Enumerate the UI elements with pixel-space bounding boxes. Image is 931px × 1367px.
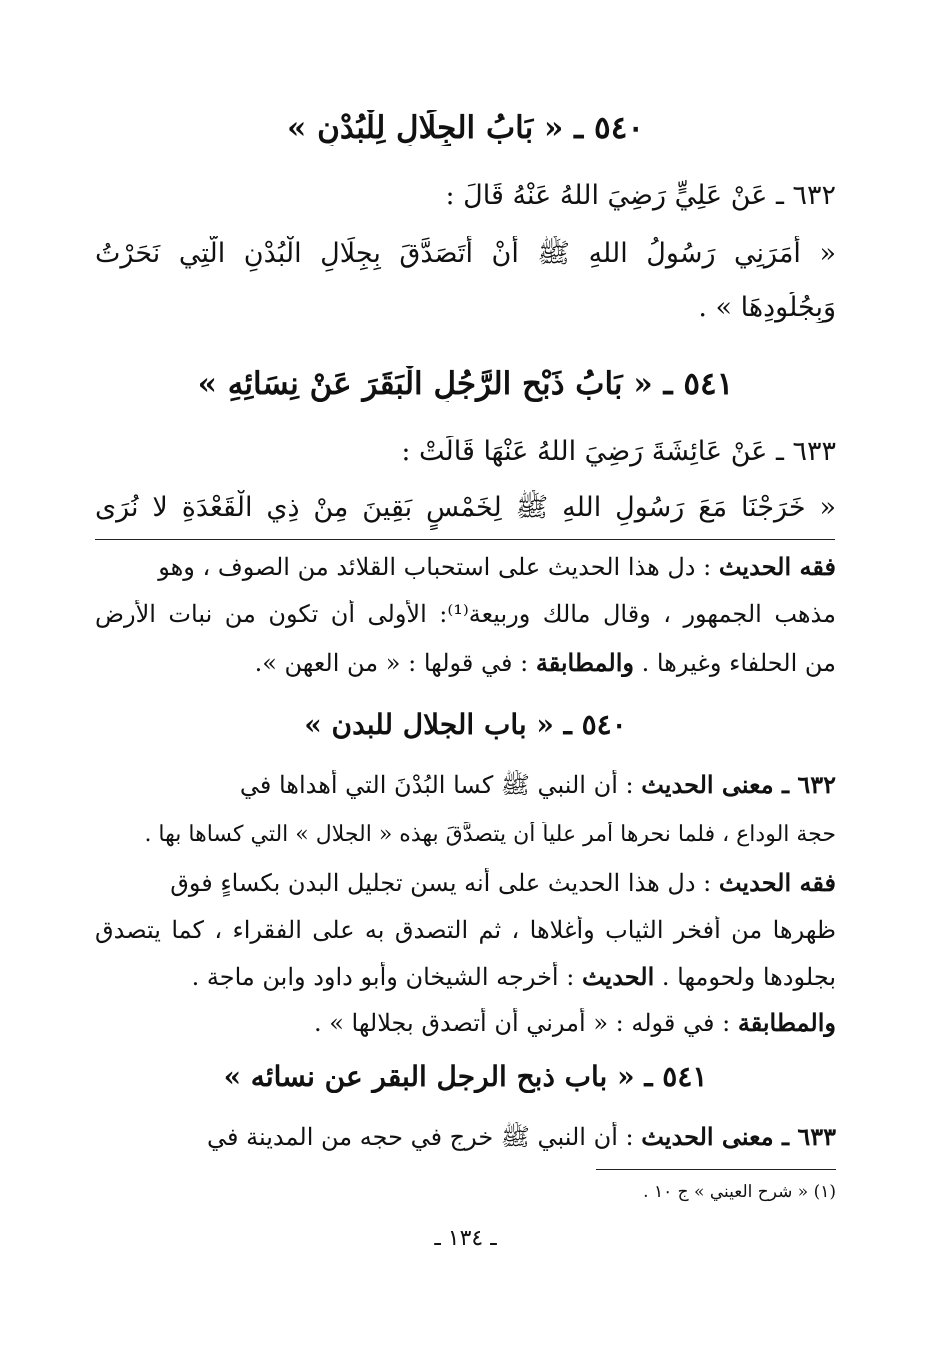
footnote: (١) « شرح العيني » ج ١٠ . [643, 1182, 836, 1202]
meaning-label: ٦٣٢ ـ معنى الحديث [641, 770, 836, 799]
commentary-text: : أخرجه الشيخان وأبو داود وابن ماجة . [191, 963, 582, 991]
commentary-text: بجلودها ولحومها . [654, 963, 836, 991]
hadith-632-text-line: وَبِجُلُودِهَا » . [698, 292, 836, 323]
footnote-separator [596, 1169, 836, 1170]
section-separator [95, 539, 835, 540]
commentary-632-line [95, 770, 836, 805]
commentary-text: : دل هذا الحديث على استحباب القلائد من الصوف ، وهو [158, 553, 719, 581]
fiqh-line: ظهرها من أفخر الثياب وأغلاها ، ثم التصدق به على الفقراء ، كما يتصدق [95, 916, 836, 944]
commentary-line [95, 648, 836, 677]
fiqh-label: فقه الحديث [718, 552, 836, 581]
commentary-heading-540: ٥٤٠ ـ « باب الجلال للبدن » [304, 708, 627, 741]
commentary-text: من الحلفاء وغيرها . [633, 649, 836, 677]
fiqh-line [95, 868, 836, 897]
mutabaqa-label: والمطابقة [737, 1008, 836, 1037]
commentary-text: : دل هذا الحديث على أنه يسن تجليل البدن بكساءٍ فوق [170, 869, 719, 897]
commentary-line: مذهب الجمهور ، وقال مالك وربيعة⁽¹⁾: الأولى أن تكون من نبات الأرض [95, 600, 836, 628]
hadith-633-text-line: « خَرَجْنَا مَعَ رَسُولِ اللهِ ﷺ لِخَمْسٍ بَقِينَ مِنْ ذِي الْقَعْدَةِ لا نُرَى [95, 492, 836, 523]
hadith-633-intro: ٦٣٣ ـ عَنْ عَائِشَةَ رَضِيَ اللهُ عَنْهَا قَالَتْ : [401, 436, 836, 467]
hadith-632-intro: ٦٣٢ ـ عَنْ عَلِيٍّ رَضِيَ اللهُ عَنْهُ قَالَ : [445, 180, 836, 211]
meaning-label: ٦٣٣ ـ معنى الحديث [641, 1122, 836, 1151]
hadith-632-text-line: « أَمَرَنِي رَسُولُ اللهِ ﷺ أَنْ أَتَصَدَّقَ بِجِلَالِ الْبُدْنِ الَّتِي نَحَرْتُ [95, 238, 836, 269]
page-number: ـ ١٣٤ ـ [434, 1226, 497, 1251]
fiqh-line [95, 962, 836, 991]
fiqh-label: فقه الحديث [718, 868, 836, 897]
commentary-text: : أن النبي ﷺ كسا البُدْنَ التي أهداها في [239, 771, 642, 799]
commentary-heading-541: ٥٤١ ـ « باب ذبح الرجل البقر عن نسائه » [223, 1060, 708, 1093]
commentary-line [95, 552, 836, 581]
chapter-heading-541: ٥٤١ ـ « بَابُ ذَبْحِ الرَّجُلِ الْبَقَرَ عَنْ نِسَائِهِ » [197, 366, 734, 402]
commentary-text: : في قولها : « من العهن ». [254, 649, 536, 677]
chapter-heading-540: ٥٤٠ ـ « بَابُ الجِلَالِ لِلْبُدْنِ » [287, 110, 644, 146]
mutabaqa-label: والمطابقة [535, 648, 634, 677]
mutabaqa-line [95, 1008, 836, 1037]
commentary-text: : في قوله : « أمرني أن أتصدق بجلالها » . [313, 1009, 738, 1037]
commentary-633-line [95, 1122, 836, 1157]
commentary-632-line: حجة الوداع ، فلما نحرها أمر علياً أن يتصدَّقَ بهذه « الجلال » التي كساها بها . [144, 822, 836, 847]
commentary-text: : أن النبي ﷺ خرج في حجه من المدينة في [207, 1123, 642, 1151]
hadith-label: الحديث [581, 962, 655, 991]
